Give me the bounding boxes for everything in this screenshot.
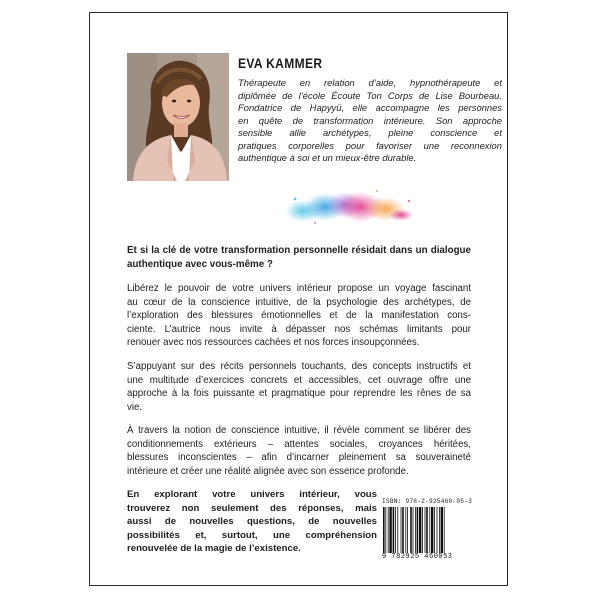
- barcode-bar: [444, 507, 445, 553]
- barcode-bar: [437, 507, 438, 553]
- barcode-bar: [383, 507, 385, 553]
- author-photo: [127, 53, 229, 181]
- hook-line: Et si la clé de votre transformation personnelle résidait dans un dialogue: [127, 245, 471, 256]
- barcode-bar: [405, 507, 406, 553]
- bio-line: Fondatrice de Hapyyü, elle accompagne les personnes: [238, 102, 502, 113]
- bio-line: diplômée de l’école Écoute Ton Corps de Lise Bourbeau.: [238, 89, 502, 101]
- closing-line: En explorant votre univers intérieur, vous: [127, 489, 377, 500]
- paragraph-line: À travers la notion de conscience intuitive, il révèle comment se libérer des: [127, 425, 471, 436]
- watercolor-splash-icon: [285, 185, 415, 229]
- barcode-bar: [413, 507, 414, 553]
- barcode-bar: [401, 507, 402, 553]
- barcode-bar: [419, 507, 421, 553]
- closing-statement: [127, 488, 377, 556]
- bio-line: authentique à soi et un mieux-être durable.: [238, 152, 417, 163]
- barcode-bar: [395, 507, 396, 553]
- barcode-bar: [431, 507, 433, 553]
- barcode-icon: [382, 507, 466, 553]
- barcode-bar: [439, 507, 440, 553]
- barcode-bar: [393, 507, 395, 553]
- back-cover: [89, 12, 508, 586]
- author-bio: [238, 77, 502, 165]
- barcode-bar: [402, 507, 404, 553]
- bio-line: Thérapeute en relation d’aide, hypnothérapeute et: [238, 77, 502, 88]
- isbn-barcode: [382, 498, 473, 566]
- barcode-bar: [429, 507, 430, 553]
- closing-line: renouvelée de la magie de l’existence.: [127, 543, 301, 555]
- barcode-bar: [389, 507, 391, 553]
- paragraph-3: [127, 424, 471, 478]
- hook-question: [127, 244, 471, 272]
- barcode-bar: [397, 507, 398, 553]
- barcode-bar: [417, 507, 419, 553]
- paragraph-line: l’exploration des blessures émotionnelles et de la manifestation cons-: [127, 310, 471, 322]
- barcode-bar: [388, 507, 389, 553]
- barcode-bar: [385, 507, 386, 553]
- author-portrait-icon: [127, 53, 229, 181]
- closing-line: aussi de nouvelles questions, de nouvelles: [127, 516, 377, 528]
- bio-line: sensible allie archétypes, pleine conscience et: [238, 127, 502, 138]
- isbn-label: ISBN: 978-2-925460-05-3: [382, 498, 473, 505]
- paragraph-line: intérieure et créer une réalité alignée avec son essence profonde.: [127, 465, 409, 477]
- closing-line: trouverez non seulement des réponses, mais: [127, 502, 377, 514]
- paragraph-line: S’appuyant sur des récits personnels touchants, des concepts instructifs et: [127, 361, 471, 372]
- barcode-bar: [415, 507, 416, 553]
- paragraph-line: ciente. L’autrice nous invite à dépasser nos schémas limitants pour: [127, 323, 471, 335]
- barcode-bar: [407, 507, 408, 553]
- barcode-bar: [422, 507, 423, 553]
- paragraph-line: blessures inconscientes – afin d’incarner pleinement sa souveraineté: [127, 452, 471, 464]
- barcode-bar: [426, 507, 428, 553]
- paragraph-line: une multitude d’exercices concrets et accessibles, cet ouvrage offre une: [127, 374, 471, 386]
- paragraph-line: conditionnements extérieurs – attentes sociales, croyances héritées,: [127, 438, 471, 450]
- paragraph-1: [127, 282, 471, 350]
- barcode-bar: [410, 507, 412, 553]
- author-name: EVA KAMMER: [238, 55, 323, 71]
- paragraph-line: renouer avec nos ressources cachées et nos forces insoupçonnées.: [127, 337, 420, 349]
- closing-line: possibilités et, surtout, une compréhension: [127, 529, 377, 541]
- paragraph-line: au cœur de la conscience intuitive, de la psychologie des archétypes, de: [127, 296, 471, 308]
- paragraph-2: [127, 360, 471, 414]
- paragraph-line: vie.: [127, 401, 143, 413]
- barcode-bar: [425, 507, 426, 553]
- bio-line: pratiques corporelles pour favoriser une reconnexion: [238, 139, 502, 151]
- bio-line: en quête de transformation intérieure. Son approche: [238, 114, 502, 126]
- paragraph-line: approche à la fois puissante et pragmatique pour reprendre les rênes de sa: [127, 388, 471, 400]
- paragraph-line: Libérez le pouvoir de votre univers intérieur propose un voyage fascinant: [127, 283, 471, 294]
- barcode-bar: [441, 507, 443, 553]
- barcode-bar: [434, 507, 435, 553]
- hook-line: authentique avec vous-même ?: [127, 258, 273, 270]
- barcode-digits: 9 782925 460053: [382, 553, 453, 561]
